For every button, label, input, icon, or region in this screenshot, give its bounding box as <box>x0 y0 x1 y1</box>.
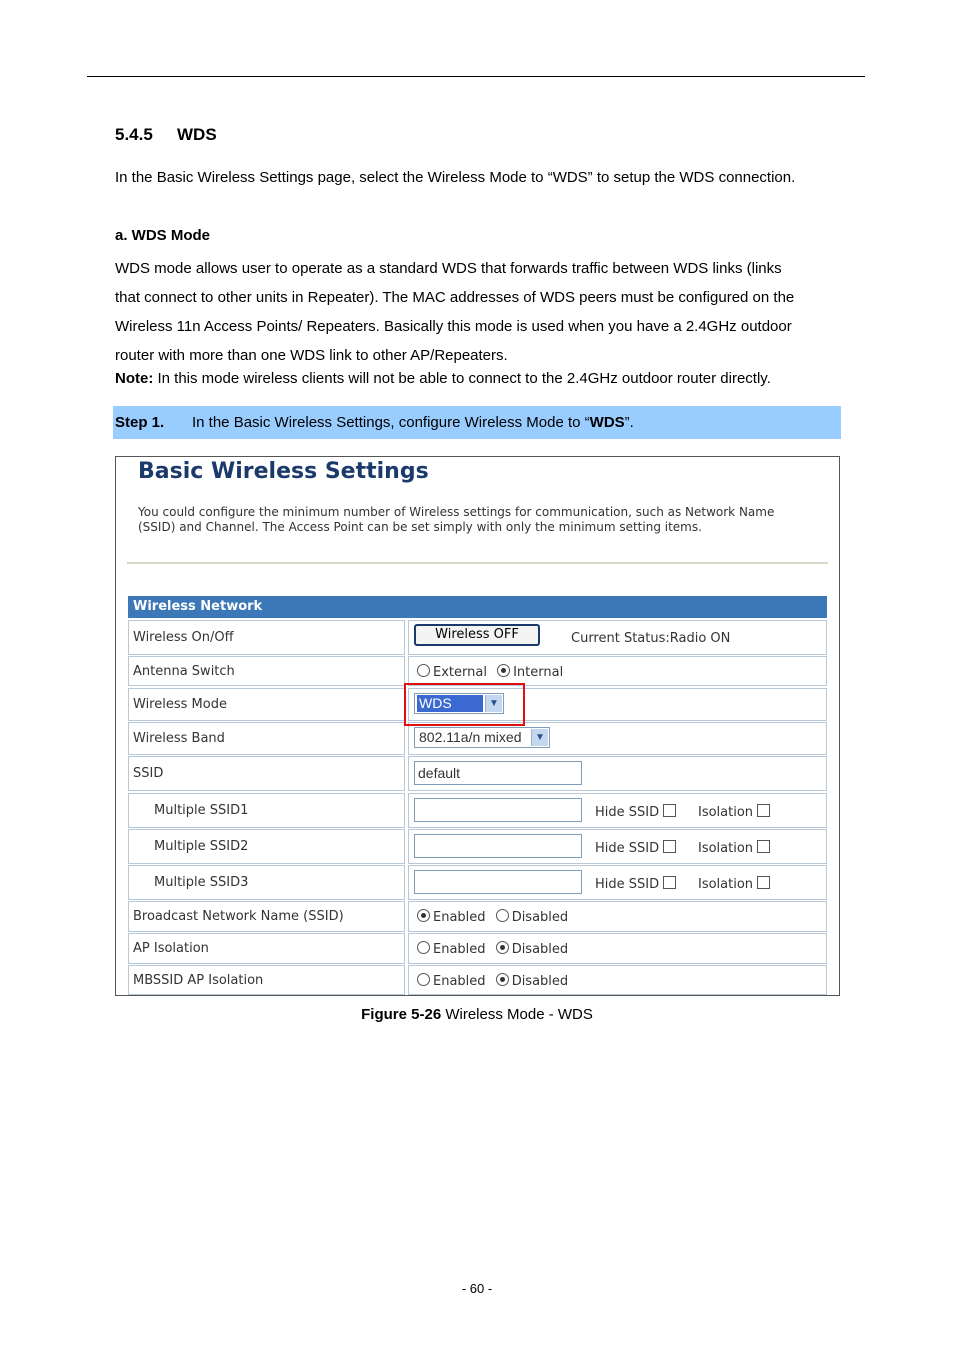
checkbox-icon <box>663 876 676 889</box>
checkbox-icon <box>757 804 770 817</box>
radio-selected-icon <box>496 941 509 954</box>
ssid-input[interactable]: default <box>414 761 582 785</box>
chevron-down-icon: ▼ <box>531 729 548 746</box>
figure-description: You could configure the minimum number of Wireless settings for communication, such as Network Name (SSID) and Channel. The Access Point can be set simply with only the minimum setting items. <box>138 505 775 534</box>
figure-caption <box>0 1006 954 1023</box>
broadcast-enabled-option[interactable]: Enabled <box>417 910 486 925</box>
checkbox-icon <box>757 840 770 853</box>
paragraph-line: that connect to other units in Repeater). The MAC addresses of WDS peers must be configured on the <box>115 289 795 306</box>
wireless-mode-highlight-box <box>404 683 525 726</box>
hide-ssid2-checkbox[interactable]: Hide SSID <box>595 840 676 856</box>
chevron-down-icon: ▼ <box>485 695 502 712</box>
antenna-external-option[interactable]: External <box>417 665 487 680</box>
antenna-internal-option[interactable]: Internal <box>497 665 563 680</box>
broadcast-disabled-option[interactable]: Disabled <box>496 910 568 925</box>
selected-value: 802.11a/n mixed <box>419 729 522 745</box>
note-label: Note: <box>115 370 154 387</box>
row-antenna-switch <box>128 656 827 686</box>
radio-selected-icon <box>497 664 510 677</box>
row-wireless-band <box>128 722 827 755</box>
radio-icon <box>417 664 430 677</box>
row-label: Broadcast Network Name (SSID) <box>128 901 405 932</box>
checkbox-icon <box>757 876 770 889</box>
row-label: Multiple SSID3 <box>128 865 405 900</box>
row-label: Wireless On/Off <box>128 620 405 655</box>
row-wireless-onoff <box>128 620 827 655</box>
intro-text: In the Basic Wireless Settings page, select the Wireless Mode to “WDS” to setup the WDS connection. <box>115 169 796 186</box>
row-multiple-ssid3 <box>128 865 827 900</box>
ap-isolation-enabled-option[interactable]: Enabled <box>417 942 486 957</box>
row-broadcast-ssid <box>128 901 827 932</box>
row-mbssid-isolation <box>128 965 827 995</box>
page-number: - 60 - <box>461 1281 493 1296</box>
caption-label: Figure 5-26 <box>361 1006 442 1023</box>
paragraph-line: Wireless 11n Access Points/ Repeaters. Basically this mode is used when you have a 2.4GHz outdoor <box>115 318 792 335</box>
radio-icon <box>496 909 509 922</box>
radio-selected-icon <box>417 909 430 922</box>
row-label: SSID <box>128 756 405 791</box>
checkbox-icon <box>663 840 676 853</box>
multiple-ssid1-input[interactable] <box>414 798 582 822</box>
isolation2-checkbox[interactable]: Isolation <box>698 840 770 856</box>
subsection-heading: a. WDS Mode <box>115 227 211 244</box>
figure-title: Basic Wireless Settings <box>138 459 429 484</box>
paragraph-line: router with more than one WDS link to other AP/Repeaters. <box>115 347 508 364</box>
mbssid-enabled-option[interactable]: Enabled <box>417 974 486 989</box>
hide-ssid1-checkbox[interactable]: Hide SSID <box>595 804 676 820</box>
note <box>115 370 771 387</box>
step-label: Step 1. <box>115 414 165 431</box>
row-ssid <box>128 756 827 791</box>
radio-icon <box>417 941 430 954</box>
wireless-band-select[interactable] <box>414 727 550 748</box>
section-heading <box>115 125 217 145</box>
row-label: Wireless Band <box>128 722 405 755</box>
step-emphasis: WDS <box>589 414 625 431</box>
row-label: Wireless Mode <box>128 688 405 721</box>
checkbox-icon <box>663 804 676 817</box>
section-title: WDS <box>177 125 217 144</box>
mbssid-disabled-option[interactable]: Disabled <box>496 974 568 989</box>
radio-status: Current Status:Radio ON <box>571 631 731 646</box>
section-number: 5.4.5 <box>115 125 153 144</box>
row-label: Multiple SSID1 <box>128 793 405 828</box>
multiple-ssid3-input[interactable] <box>414 870 582 894</box>
note-text: In this mode wireless clients will not be able to connect to the 2.4GHz outdoor router directly. <box>153 370 771 387</box>
row-label: MBSSID AP Isolation <box>128 965 405 995</box>
selected-value: WDS <box>417 695 483 712</box>
figure-divider <box>127 562 828 564</box>
row-label: Multiple SSID2 <box>128 829 405 864</box>
multiple-ssid2-input[interactable] <box>414 834 582 858</box>
step-text: In the Basic Wireless Settings, configure Wireless Mode to “WDS”. <box>192 414 634 431</box>
step-bar <box>113 406 841 439</box>
header-rule <box>87 76 865 77</box>
screenshot-figure <box>115 456 840 996</box>
caption-text: Wireless Mode - WDS <box>441 1006 593 1023</box>
radio-selected-icon <box>496 973 509 986</box>
hide-ssid3-checkbox[interactable]: Hide SSID <box>595 876 676 892</box>
row-multiple-ssid1 <box>128 793 827 828</box>
wireless-network-header: Wireless Network <box>128 596 827 618</box>
row-label: Antenna Switch <box>128 656 405 686</box>
radio-icon <box>417 973 430 986</box>
ap-isolation-disabled-option[interactable]: Disabled <box>496 942 568 957</box>
wireless-off-button[interactable]: Wireless OFF <box>414 624 540 646</box>
paragraph-line: WDS mode allows user to operate as a standard WDS that forwards traffic between WDS links (links <box>115 260 782 277</box>
row-label: AP Isolation <box>128 933 405 964</box>
isolation1-checkbox[interactable]: Isolation <box>698 804 770 820</box>
wds-mode-paragraph <box>115 254 845 370</box>
row-ap-isolation <box>128 933 827 964</box>
isolation3-checkbox[interactable]: Isolation <box>698 876 770 892</box>
row-multiple-ssid2 <box>128 829 827 864</box>
